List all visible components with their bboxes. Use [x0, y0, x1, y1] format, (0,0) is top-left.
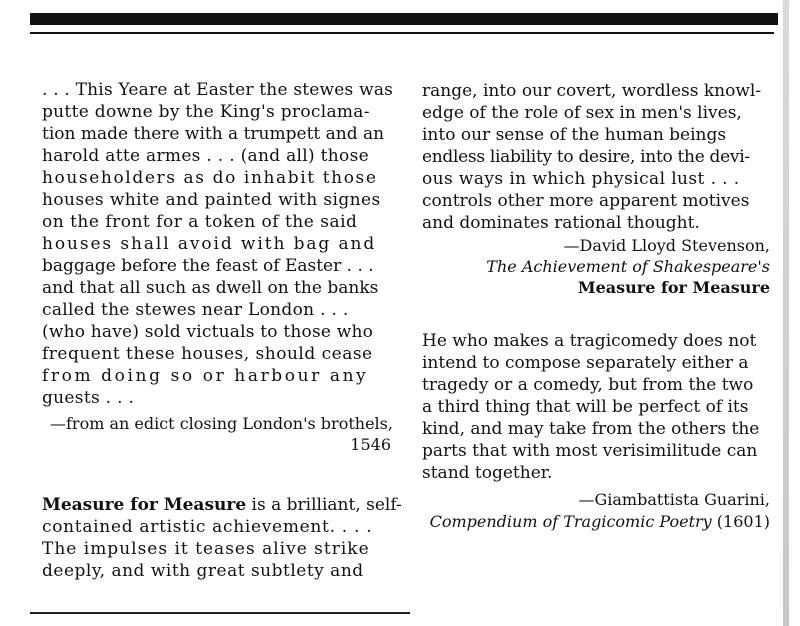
measure-line: deeply, and with great subtlety and	[42, 561, 364, 581]
guarini-line: parts that with most verisimilitude can	[422, 441, 758, 461]
edict-line: putte downe by the King's proclama-	[42, 102, 370, 122]
edict-line: (who have) sold victuals to those who	[42, 322, 374, 342]
guarini-line: tragedy or a comedy, but from the two	[422, 375, 754, 395]
edict-line: houses white and painted with signes	[42, 190, 381, 210]
guarini-line: stand together.	[422, 463, 553, 483]
edict-line: tion made there with a trumpett and an	[42, 124, 385, 144]
edict-line: from doing so or harbour any	[42, 366, 369, 386]
guarini-line: kind, and may take from the others the	[422, 419, 760, 439]
bottom-rule	[30, 612, 410, 614]
guarini-year: (1601)	[711, 512, 770, 531]
stevenson-line: and dominates rational thought.	[422, 213, 700, 233]
guarini-line: He who makes a tragicomedy does not	[422, 331, 757, 351]
measure-title: Measure for Measure	[42, 495, 247, 515]
stevenson-line: ous ways in which physical lust . . .	[422, 169, 740, 189]
stevenson-line: controls other more apparent motives	[422, 191, 750, 211]
edict-line: . . . This Yeare at Easter the stewes was	[42, 80, 394, 100]
stevenson-play: Measure for Measure	[577, 278, 770, 297]
measure-line: contained artistic achievement. . . .	[42, 517, 373, 537]
guarini-author: —Giambattista Guarini,	[578, 490, 770, 509]
edict-line: baggage before the feast of Easter . . .	[42, 256, 374, 276]
stevenson-line: edge of the role of sex in men's lives,	[422, 103, 742, 123]
guarini-line: intend to compose separately either a	[422, 353, 749, 373]
stevenson-line: endless liability to desire, into the devi-	[422, 147, 750, 167]
edict-line: guests . . .	[42, 388, 135, 408]
edict-year: 1546	[350, 435, 391, 454]
stevenson-author: —David Lloyd Stevenson,	[563, 236, 770, 255]
stevenson-line: range, into our covert, wordless knowl-	[422, 81, 762, 101]
measure-line: The impulses it teases alive strike	[42, 539, 370, 559]
edict-line: harold atte armes . . . (and all) those	[42, 146, 369, 166]
edict-line: on the front for a token of the said	[42, 212, 358, 232]
stevenson-work: The Achievement of Shakespeare's	[486, 257, 770, 276]
edict-line: and that all such as dwell on the banks	[42, 278, 379, 298]
measure-line-rest: is a brilliant, self-	[246, 495, 402, 515]
guarini-line: a third thing that will be perfect of its	[422, 397, 749, 417]
edict-line: houses shall avoid with bag and	[42, 234, 377, 254]
guarini-citation	[400, 512, 770, 532]
edict-attribution: —from an edict closing London's brothels,	[50, 414, 393, 433]
stevenson-line: into our sense of the human beings	[422, 125, 727, 145]
edict-line: householders as do inhabit those	[42, 168, 378, 188]
edict-line: called the stewes near London . . .	[42, 300, 349, 320]
edict-line: frequent these houses, should cease	[42, 344, 373, 364]
guarini-work: Compendium of Tragicomic Poetry	[429, 512, 712, 531]
